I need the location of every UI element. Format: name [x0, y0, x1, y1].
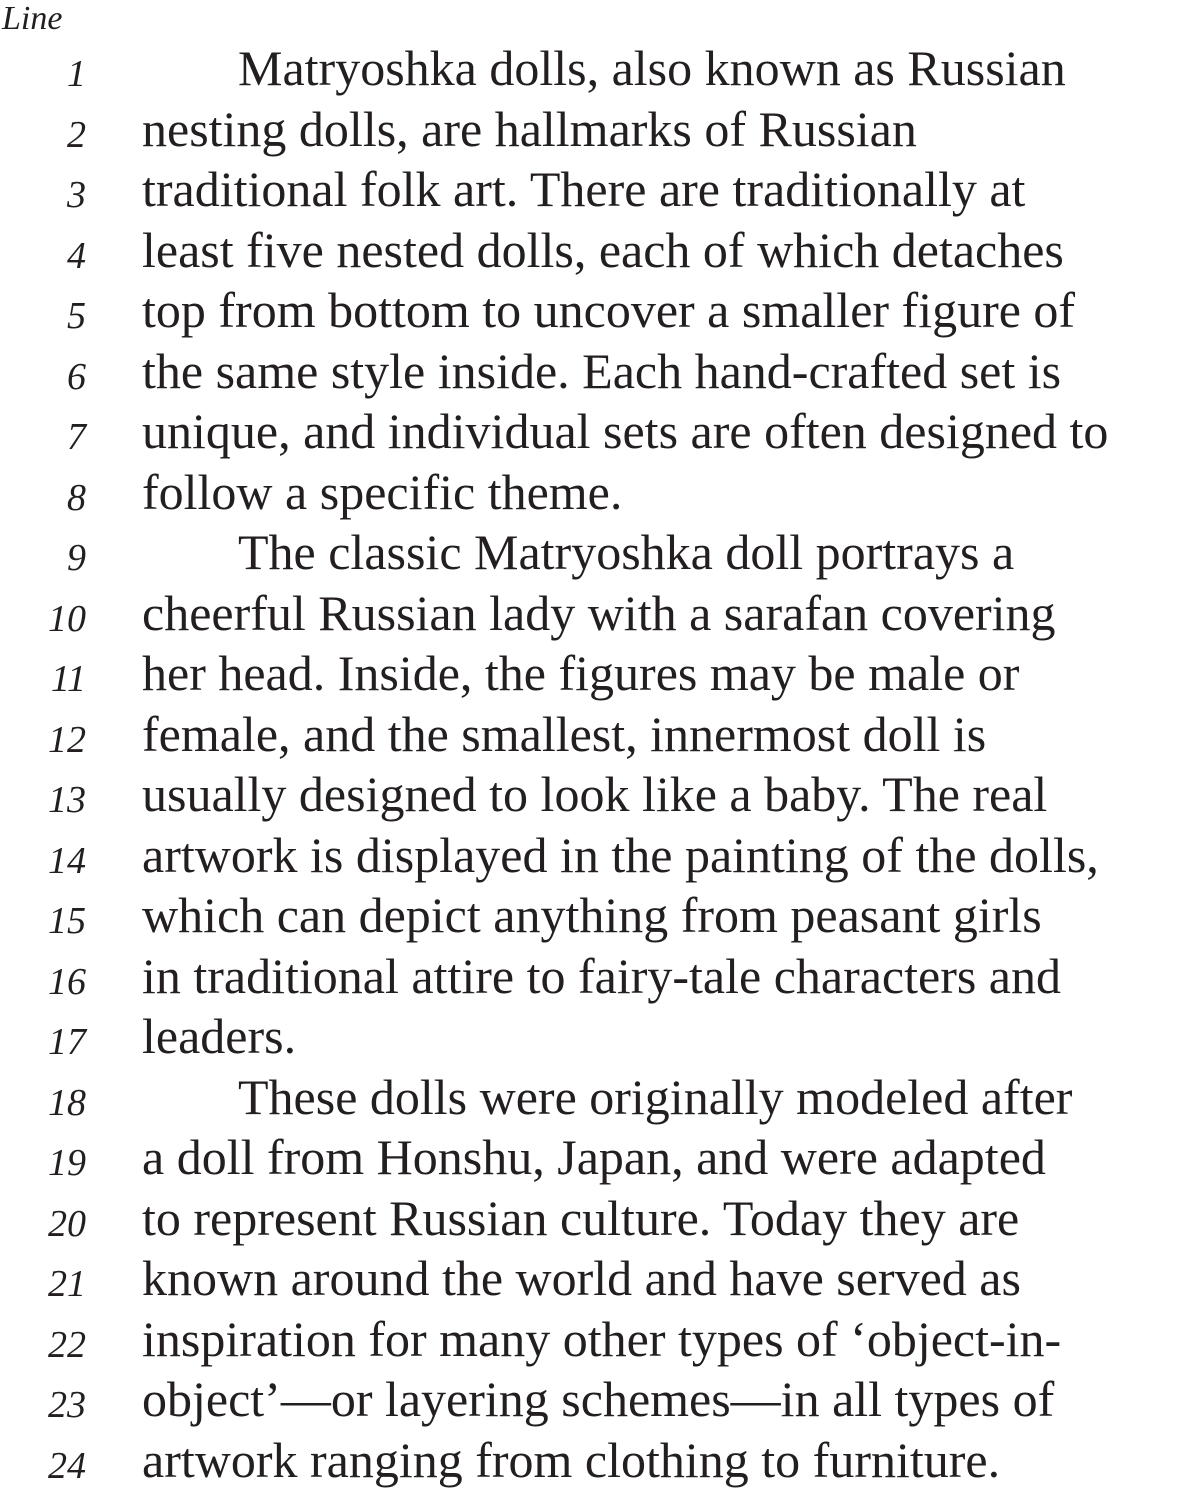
passage-line — [0, 766, 1204, 827]
passage-line — [0, 1432, 1204, 1492]
line-number: 11 — [51, 659, 86, 699]
passage-line — [0, 706, 1204, 767]
line-number: 7 — [67, 417, 86, 457]
line-column-header: Line — [2, 0, 62, 38]
line-text: follow a specific theme. — [142, 464, 622, 520]
line-text: artwork ranging from clothing to furniture. — [142, 1432, 1000, 1488]
passage — [0, 40, 1204, 1492]
line-number: 14 — [48, 841, 86, 881]
line-text: female, and the smallest, innermost doll is — [142, 706, 986, 762]
passage-line — [0, 948, 1204, 1009]
passage-line — [0, 887, 1204, 948]
line-number: 18 — [48, 1083, 86, 1123]
line-number: 8 — [67, 478, 86, 518]
line-text: in traditional attire to fairy-tale characters and — [142, 948, 1061, 1004]
line-number: 21 — [48, 1264, 86, 1304]
passage-line — [0, 343, 1204, 404]
line-text: known around the world and have served as — [142, 1250, 1021, 1306]
passage-line — [0, 403, 1204, 464]
line-number: 6 — [67, 357, 86, 397]
passage-line — [0, 282, 1204, 343]
line-text: The classic Matryoshka doll portrays a — [238, 524, 1014, 580]
line-text: object’—or layering schemes—in all types of — [142, 1371, 1054, 1427]
line-text: Matryoshka dolls, also known as Russian — [238, 40, 1066, 96]
passage-line — [0, 161, 1204, 222]
passage-line — [0, 1069, 1204, 1130]
passage-line — [0, 645, 1204, 706]
line-text: her head. Inside, the figures may be male or — [142, 645, 1019, 701]
passage-line — [0, 222, 1204, 283]
passage-line — [0, 1129, 1204, 1190]
line-text: which can depict anything from peasant girls — [142, 887, 1042, 943]
passage-line — [0, 585, 1204, 646]
passage-line — [0, 464, 1204, 525]
line-text: cheerful Russian lady with a sarafan covering — [142, 585, 1056, 641]
line-number: 12 — [48, 720, 86, 760]
line-text: least five nested dolls, each of which detaches — [142, 222, 1064, 278]
line-number: 3 — [67, 175, 86, 215]
line-number: 23 — [48, 1385, 86, 1425]
line-text: leaders. — [142, 1008, 296, 1064]
line-number: 20 — [48, 1204, 86, 1244]
passage-line — [0, 1250, 1204, 1311]
line-text: top from bottom to uncover a smaller figure of — [142, 282, 1075, 338]
line-number: 4 — [67, 236, 86, 276]
line-text: a doll from Honshu, Japan, and were adapted — [142, 1129, 1046, 1185]
line-number: 17 — [48, 1022, 86, 1062]
line-number: 24 — [48, 1446, 86, 1486]
passage-line — [0, 1311, 1204, 1372]
passage-line — [0, 101, 1204, 162]
line-text: artwork is displayed in the painting of the dolls, — [142, 827, 1099, 883]
passage-line — [0, 1371, 1204, 1432]
passage-line — [0, 827, 1204, 888]
line-number: 5 — [67, 296, 86, 336]
line-number: 16 — [48, 962, 86, 1002]
line-number: 15 — [48, 901, 86, 941]
line-text: nesting dolls, are hallmarks of Russian — [142, 101, 917, 157]
line-number: 9 — [67, 538, 86, 578]
line-text: These dolls were originally modeled after — [238, 1069, 1072, 1125]
line-text: to represent Russian culture. Today they are — [142, 1190, 1019, 1246]
passage-line — [0, 524, 1204, 585]
line-text: inspiration for many other types of ‘object-in- — [142, 1311, 1061, 1367]
line-text: traditional folk art. There are traditionally at — [142, 161, 1025, 217]
passage-line — [0, 1190, 1204, 1251]
line-number: 13 — [48, 780, 86, 820]
line-number: 1 — [67, 54, 86, 94]
passage-line — [0, 40, 1204, 101]
line-text: unique, and individual sets are often designed to — [142, 403, 1108, 459]
line-text: usually designed to look like a baby. The real — [142, 766, 1047, 822]
line-number: 19 — [48, 1143, 86, 1183]
line-text: the same style inside. Each hand-crafted set is — [142, 343, 1061, 399]
line-number: 10 — [48, 599, 86, 639]
line-number: 2 — [67, 115, 86, 155]
passage-line — [0, 1008, 1204, 1069]
line-number: 22 — [48, 1325, 86, 1365]
